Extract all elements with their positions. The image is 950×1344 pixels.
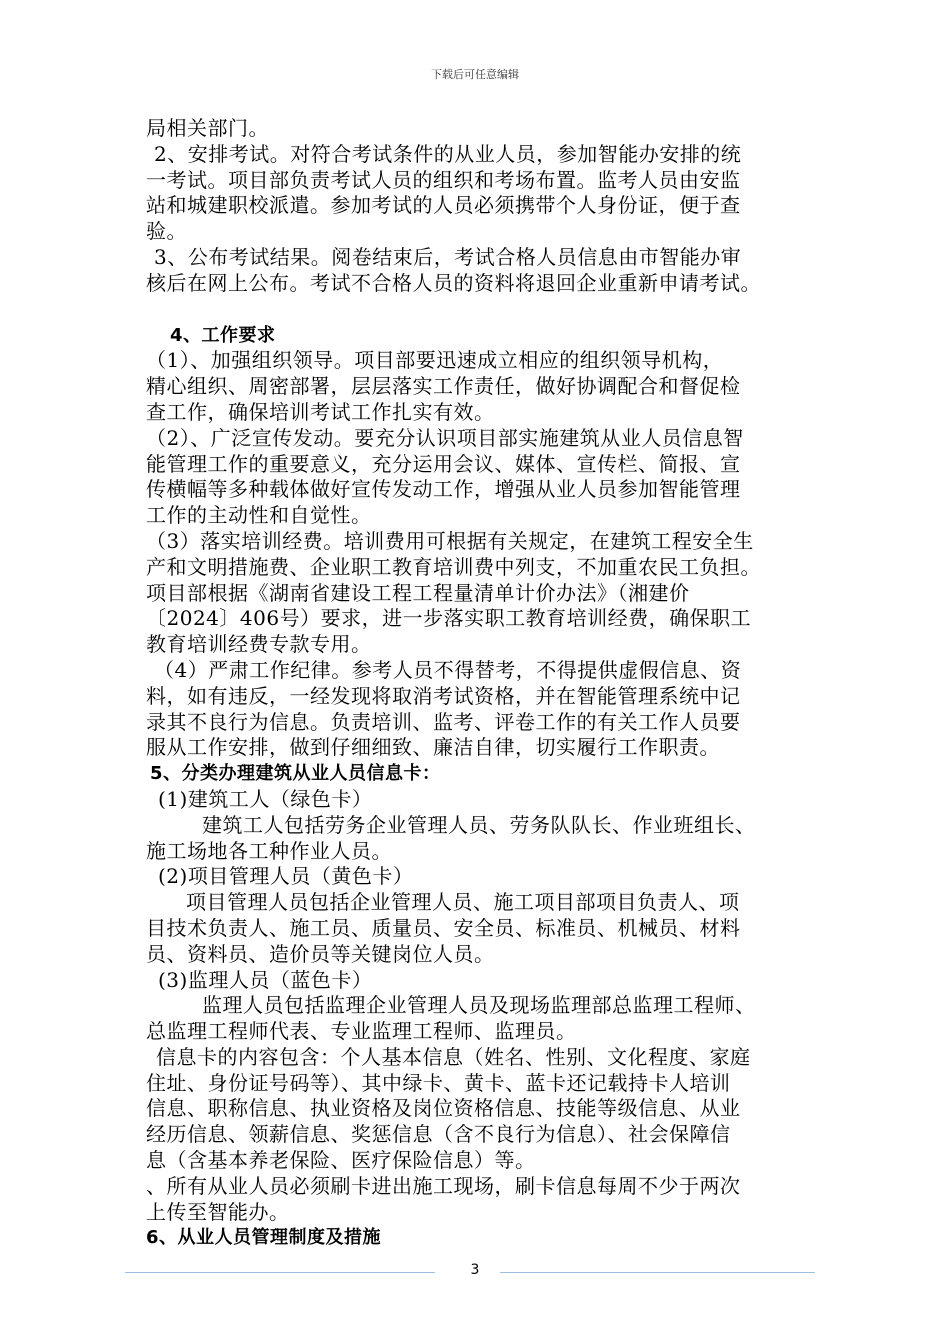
text-line: 住址、身份证号码等）、其中绿卡、黄卡、蓝卡还记载持卡人培训: [146, 1070, 731, 1095]
document-body: [146, 116, 814, 1251]
text-line: 3、公布考试结果。阅卷结束后，考试合格人员信息由市智能办审: [154, 244, 742, 269]
text-line: 监理人员包括监理企业管理人员及现场监理部总监理工程师、: [202, 993, 756, 1018]
text-line: 〔2024〕406号）要求，进一步落实职工教育培训经费，确保职工: [146, 606, 752, 631]
text-line: 信息、职称信息、执业资格及岗位资格信息、技能等级信息、从业: [146, 1096, 741, 1121]
text-line: (1)建筑工人（绿色卡）: [158, 786, 373, 811]
text-line: 站和城建职校派遣。参加考试的人员必须携带个人身份证，便于查: [146, 193, 741, 218]
text-line: （3）落实培训经费。培训费用可根据有关规定，在建筑工程安全生: [146, 528, 754, 553]
text-line: 项目管理人员包括企业管理人员、施工项目部项目负责人、项: [186, 890, 740, 915]
text-line: 产和文明措施费、企业职工教育培训费中列支，不加重农民工负担。: [146, 554, 761, 579]
text-line: （4）严肃工作纪律。参考人员不得替考，不得提供虚假信息、资: [154, 657, 742, 682]
text-line: 料，如有违反，一经发现将取消考试资格，并在智能管理系统中记: [146, 683, 741, 708]
text-line: 验。: [146, 219, 187, 244]
text-line: 查工作，确保培训考试工作扎实有效。: [146, 399, 495, 424]
text-line: 传横幅等多种载体做好宣传发动工作，增强从业人员参加智能管理: [146, 477, 741, 502]
text-line: 、所有从业人员必须刷卡进出施工现场，刷卡信息每周不少于两次: [146, 1173, 741, 1198]
text-line: 建筑工人包括劳务企业管理人员、劳务队队长、作业班组长、: [202, 812, 756, 837]
text-line: 服从工作安排，做到仔细细致、廉洁自律，切实履行工作职责。: [146, 735, 720, 760]
text-line: (2)项目管理人员（黄色卡）: [158, 864, 414, 889]
section-heading: 4、工作要求: [170, 324, 276, 346]
text-line: 上传至智能办。: [146, 1199, 290, 1224]
text-line: 项目部根据《湖南省建设工程工程量清单计价办法》（湘建价: [146, 580, 690, 605]
text-line: 工作的主动性和自觉性。: [146, 503, 372, 528]
text-line: 局相关部门。: [146, 116, 269, 140]
text-line: 2、安排考试。对符合考试条件的从业人员，参加智能办安排的统: [154, 141, 742, 166]
footer-rule-right: [500, 1272, 815, 1273]
text-line: （2）、广泛宣传发动。要充分认识项目部实施建筑从业人员信息智: [146, 425, 744, 450]
text-line: 目技术负责人、施工员、质量员、安全员、标准员、机械员、材料: [146, 915, 741, 940]
text-line: (3)监理人员（蓝色卡）: [158, 967, 373, 992]
text-line: 施工场地各工种作业人员。: [146, 838, 392, 863]
text-line: 能管理工作的重要意义，充分运用会议、媒体、宣传栏、简报、宣: [146, 451, 741, 476]
page-header: 下载后可任意编辑: [431, 68, 519, 81]
text-line: （1）、加强组织领导。项目部要迅速成立相应的组织领导机构，: [146, 348, 724, 373]
text-line: 教育培训经费专款专用。: [146, 632, 372, 657]
text-line: 员、资料员、造价员等关键岗位人员。: [146, 941, 495, 966]
text-line: 息（含基本养老保险、医疗保险信息）等。: [146, 1148, 536, 1173]
text-line: 精心组织、周密部署，层层落实工作责任，做好协调配合和督促检: [146, 374, 741, 399]
text-line: 一考试。项目部负责考试人员的组织和考场布置。监考人员由安监: [146, 167, 741, 192]
section-heading: 5、分类办理建筑从业人员信息卡：: [150, 763, 441, 785]
text-line: 录其不良行为信息。负责培训、监考、评卷工作的有关工作人员要: [146, 709, 741, 734]
text-line: 信息卡的内容包含：个人基本信息（姓名、性别、文化程度、家庭: [156, 1044, 751, 1069]
text-line: 核后在网上公布。考试不合格人员的资料将退回企业重新申请考试。: [146, 270, 761, 295]
page-footer: [0, 1262, 950, 1282]
text-line: 经历信息、领薪信息、奖惩信息（含不良行为信息）、社会保障信: [146, 1122, 731, 1147]
page-number: 3: [470, 1262, 480, 1278]
text-line: 总监理工程师代表、专业监理工程师、监理员。: [146, 1019, 577, 1044]
section-heading: 6、从业人员管理制度及措施: [146, 1227, 382, 1249]
paragraph-gap: [146, 297, 814, 323]
